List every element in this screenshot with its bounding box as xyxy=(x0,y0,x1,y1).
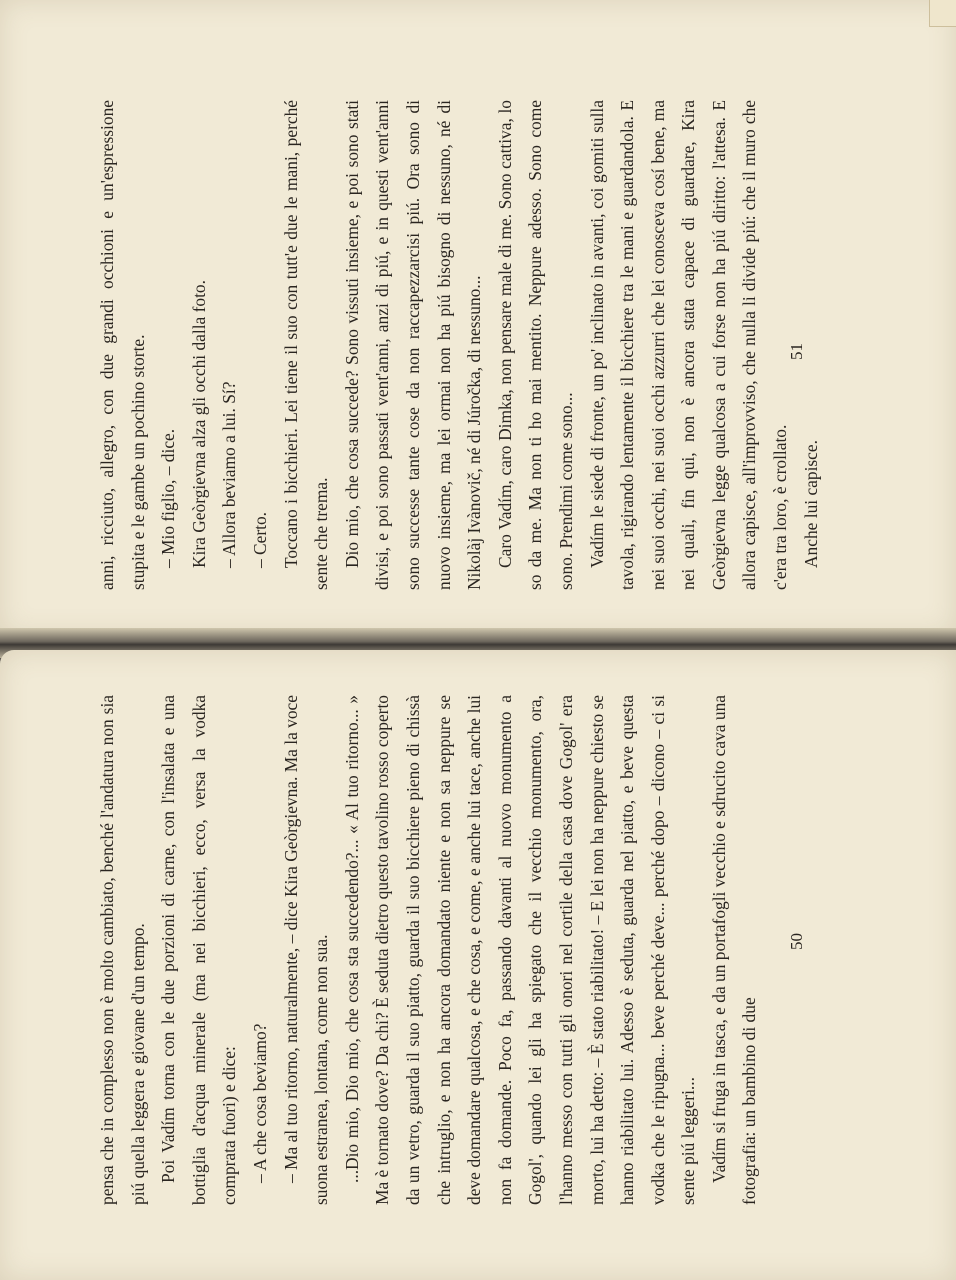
paragraph: Dio mio, che cosa succede? Sono vissuti insieme, e poi sono stati divisi, e poi sono passati vent'anni, anzi di piú, e in questi vent'anni sono successe tante cose da non raccapezzarcisi piú. Ora sono di nuovo insieme, ma lei ormai non ha piú bisogno di nessuno, né di Nikolàj Ivànovič, né di Júročka, di nessuno... xyxy=(341,100,485,590)
paragraph: anni, ricciuto, allegro, con due grandi occhioni e un'espressione stupita e le gambe un pochino storte. xyxy=(97,100,148,590)
paragraph: Kira Geòrgievna alza gli occhi dalla foto. xyxy=(188,280,209,568)
paragraph: Poi Vadím torna con le due porzioni di carne, con l'insalata e una bottiglia d'acqua minerale (ma nei bicchieri, ecco, versa la vodka comprata fuori) e dice: xyxy=(158,695,240,1205)
page-number-51: 51 xyxy=(787,343,806,360)
paragraph: Toccano i bicchieri. Lei tiene il suo con tutt'e due le mani, perché sente che trema. xyxy=(280,100,332,590)
page-50-text xyxy=(92,695,792,1205)
paragraph: Anche lui capisce. xyxy=(800,440,821,568)
paragraph: pensa che in complesso non è molto cambiato, benché l'andatura non sia piú quella leggera e giovane d'un tempo. xyxy=(97,695,148,1205)
paragraph: – Certo. xyxy=(249,511,270,568)
paragraph: Caro Vadím, caro Dimka, non pensare male di me. Sono cattiva, lo so da me. Ma non ti ho mai mentito. Neppure adesso. Sono come sono. Prendimi come sono... xyxy=(494,100,576,590)
page-number-50: 50 xyxy=(787,933,806,950)
paragraph: – Mio figlio, – dice. xyxy=(158,428,179,568)
paragraph: ...Dio mio, Dio mio, che cosa sta succedendo?... « Al tuo ritorno... » Ma è tornato dove? Da chi? È seduta dietro questo tavolino rosso coperto da un vetro, guarda il suo piatto, guarda il suo bicchiere pieno di chissà che intruglio, e non ha ancora domandato niente e non sa neppure se deve domandare qualcosa, e che cosa, e come, e anche lui tace, anche lui non fa domande. Poco fa, passando davanti al nuovo monumento a Gogol', quando lei gli ha spiegato che il vecchio monumento, ora, l'hanno messo con tutti gli onori nel cortile della casa dove Gogol' era morto, lui ha detto: – È stato riabilitato! – E lei non ha neppure chiesto se hanno riabilitato lui. Adesso è seduta, guarda nel piatto, e beve questa vodka che le ripugna... beve perché deve... perché dopo – dicono – ci si sente piú leggeri... xyxy=(341,694,699,1205)
paragraph: – Allora beviamo a lui. Sí? xyxy=(219,381,240,568)
paragraph: – Ma al tuo ritorno, naturalmente, – dice Kira Geòrgievna. Ma la voce suona estranea, lontana, come non sua. xyxy=(280,695,332,1205)
paragraph: Vadím le siede di fronte, un po' inclinato in avanti, coi gomiti sulla tavola, rigirando lentamente il bicchiere tra le mani e guardandola. E nei suoi occhi, nei suoi occhi azzurri che lei conosceva cosí bene, ma nei quali, fin qui, non è ancora stata capace di guardare, Kira Geòrgievna legge qualcosa a cui forse non ha piú diritto: l'attesa. E allora capisce, all'improvviso, che nulla li divide piú: che il muro che c'era tra loro, è crollato. xyxy=(586,100,791,590)
folded-corner xyxy=(929,0,956,27)
paragraph: Vadím si fruga in tasca, e da un portafogli vecchio e sdrucito cava una fotografia: un bambino di due xyxy=(708,695,760,1205)
paragraph: – A che cosa beviamo? xyxy=(249,1023,270,1183)
